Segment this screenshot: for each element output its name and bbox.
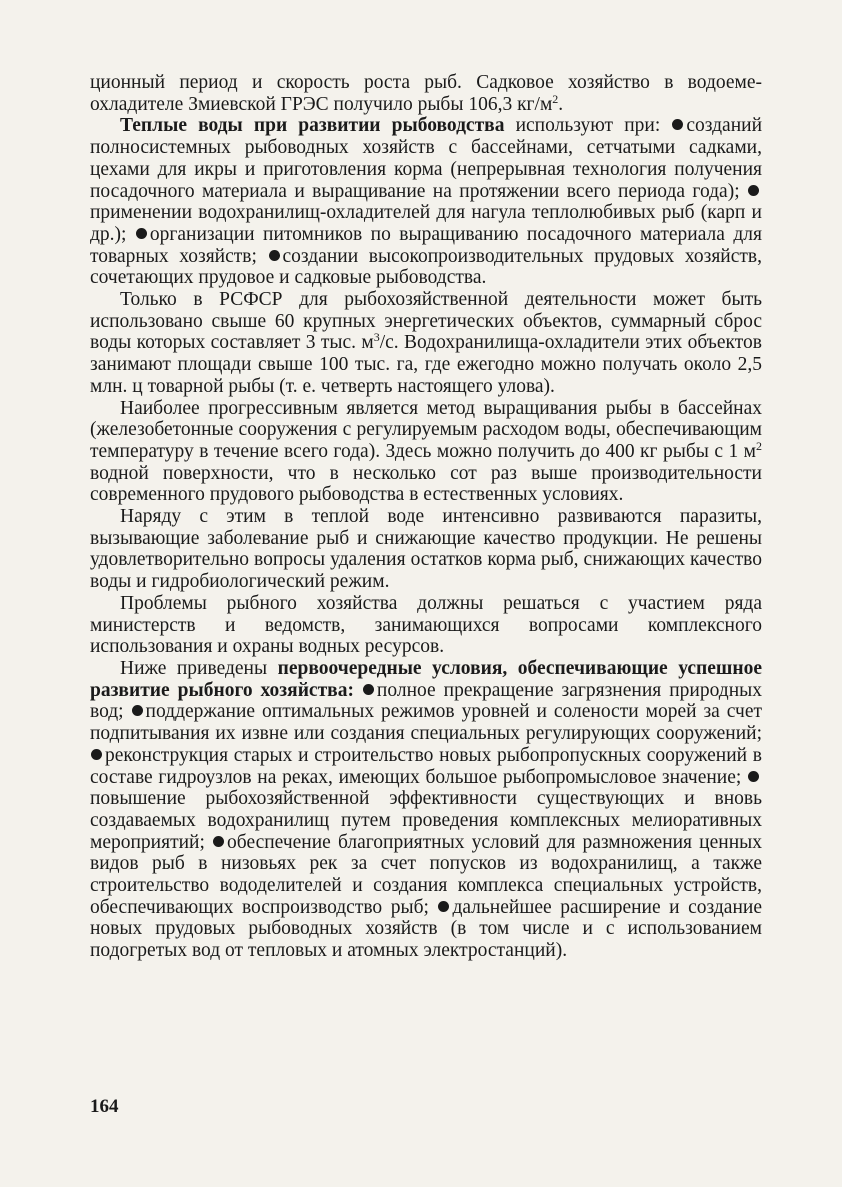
paragraph-pools	[90, 398, 762, 507]
bullet-icon	[91, 749, 102, 760]
text-run: используют при:	[504, 115, 672, 137]
paragraph-conditions	[90, 658, 762, 962]
bold-lead: первоочередные условия, обеспечивающие успешное развитие рыбного хозяйства:	[90, 657, 762, 701]
text-run: .	[558, 93, 564, 115]
list-item: поддержание оптимальных режимов уровней и солености морей за счет подпитывания их извне или создания специальных регулирующих сооружений;	[90, 701, 763, 745]
bullet-icon	[672, 119, 683, 130]
bullet-icon	[363, 684, 374, 695]
bullet-icon	[269, 250, 280, 261]
superscript: 2	[756, 438, 762, 453]
list-item: дальнейшее расширение и создание новых прудовых рыбоводных хозяйств (в том числе и с использованием подогретых вод от тепловых и атомных электростанций).	[90, 896, 762, 962]
superscript: 2	[552, 91, 559, 106]
paragraph-warm-waters	[90, 115, 762, 289]
text-run: Только в РСФСР для рыбохозяйственной деятельности может быть использовано свыше 60 крупных энергетических объектов, суммарный сброс воды которых составляет 3 тыс. м	[90, 289, 762, 354]
bullet-icon	[132, 705, 143, 716]
text-run: /с. Водохранилища-охладители этих объектов занимают площади свыше 100 тыс. га, где ежегодно можно получать около 2,5 млн. ц товарной рыбы (т. е. четверть настоящего улова).	[90, 332, 762, 397]
bullet-icon	[748, 185, 759, 196]
list-item: реконструкция старых и строительство новых рыбопропускных сооружений в составе гидроузлов на реках, имеющих большое рыбопромысловое значение;	[90, 744, 762, 788]
list-item: созданий полносистемных рыбоводных хозяйств с бассейнами, сетчатыми садками, цехами для икры и приготовления корма (непрерывная технология получения посадочного материала и выращивание на протяжении всего периода года);	[90, 115, 762, 202]
list-item: применении водохранилищ-охладителей для нагула теплолюбивых рыб (карп и др.);	[90, 202, 762, 245]
paragraph-problems: Проблемы рыбного хозяйства должны решаться с участием ряда министерств и ведомств, занимающихся вопросами комплексного использования и охраны водных ресурсов.	[90, 592, 762, 658]
superscript: 3	[373, 330, 380, 345]
paragraph-continuation	[90, 72, 762, 115]
text-run: Ниже приведены	[120, 657, 278, 679]
list-item: организации питомников по выращиванию посадочного материала для товарных хозяйств;	[90, 223, 762, 267]
bold-lead: Теплые воды при развитии рыбоводства	[120, 115, 505, 137]
paragraph-rsfsr	[90, 289, 762, 398]
paragraph-parasites: Наряду с этим в теплой воде интенсивно развиваются паразиты, вызывающие заболевание рыб и снижающие качество продукции. Не решены удовлетворительно вопросы удаления остатков корма рыб, снижающих качество воды и гидробиологический режим.	[90, 506, 762, 593]
bullet-icon	[136, 228, 147, 239]
text-run: ционный период и скорость роста рыб. Садковое хозяйство в водоеме-охладителе Змиевской ГРЭС получило рыбы 106,3 кг/м	[90, 72, 762, 115]
bullet-icon	[438, 901, 449, 912]
page-number: 164	[90, 1096, 119, 1117]
list-item: создании высокопроизводительных прудовых хозяйств, сочетающих прудовое и садковые рыбоводства.	[90, 245, 763, 289]
text-run: водной поверхности, что в несколько сот раз выше производительности современного прудового рыбоводства в естественных условиях.	[90, 462, 762, 506]
list-item: обеспечение благоприятных условий для размножения ценных видов рыб в низовьях рек за счет попусков из водохранилищ, а также строительство вододелителей и создания комплекса специальных устройств, обеспечивающих воспроизводство рыб;	[90, 831, 762, 918]
body-text	[90, 72, 762, 962]
list-item: полное прекращение загрязнения природных вод;	[90, 679, 762, 723]
bullet-icon	[748, 771, 759, 782]
list-item: повышение рыбохозяйственной эффективности существующих и вновь создаваемых водохранилищ путем проведения комплексных мелиоративных мероприятий;	[90, 788, 762, 853]
bullet-icon	[213, 836, 224, 847]
text-run: Наиболее прогрессивным является метод выращивания рыбы в бассейнах (железобетонные сооружения с регулируемым расходом воды, обеспечивающим температуру в течение всего года). Здесь можно получить до 400 кг рыбы с 1 м	[90, 397, 762, 462]
